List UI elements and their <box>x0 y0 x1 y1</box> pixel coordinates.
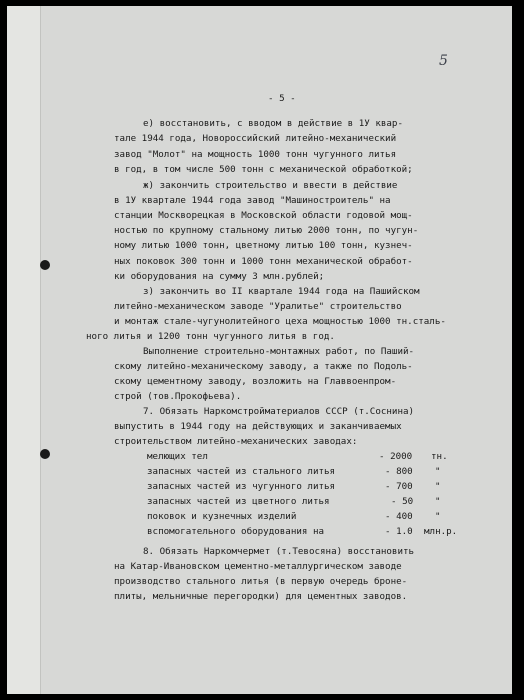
text-line: з) закончить во II квартале 1944 года на Пашийском <box>143 286 420 297</box>
table-row-unit: " <box>435 496 441 507</box>
text-line: завод "Молот" на мощность 1000 тонн чугунного литья <box>114 149 397 160</box>
text-line: ного литья и 1200 тонн чугунного литья в год. <box>86 331 335 342</box>
text-line: тале 1944 года, Новороссийский литейно-механический <box>114 133 397 144</box>
text-line: плиты, мельничные перегородки) для цементных заводов. <box>114 591 408 602</box>
text-line: ностью по крупному стальному литью 2000 тонн, по чугун- <box>114 225 419 236</box>
typed-page-number: - 5 - <box>268 93 296 104</box>
text-line: и монтаж стале-чугунолитейного цеха мощностью 1000 тн.сталь- <box>114 316 446 327</box>
text-line: ных поковок 300 тонн и 1000 тонн механической обработ- <box>114 256 413 267</box>
text-line: станции Москворецкая в Московской области годовой мощ- <box>114 210 413 221</box>
handwritten-page-number: 5 <box>439 53 448 69</box>
text-line: строй (тов.Прокофьева). <box>114 391 242 402</box>
table-row-unit: " <box>435 481 441 492</box>
text-line: литейно-механическом заводе "Уралитье" строительство <box>114 301 402 312</box>
text-line: скому цементному заводу, возложить на Главвоенпром- <box>114 376 397 387</box>
text-line: в год, в том числе 500 тонн с механической обработкой; <box>114 164 413 175</box>
table-row-unit: тн. <box>431 451 448 462</box>
punch-hole <box>40 260 50 270</box>
table-row-value: - 50 <box>391 496 414 507</box>
table-row-item: поковок и кузнечных изделий <box>147 511 297 522</box>
table-row-value: - 700 <box>385 481 413 492</box>
text-line: строительством литейно-механических заводах: <box>114 436 358 447</box>
table-row-value: - 2000 <box>379 451 413 462</box>
text-line: 8. Обязать Наркомчермет (т.Тевосяна) восстановить <box>143 546 415 557</box>
text-line: ному литью 1000 тонн, цветному литью 100 тонн, кузнеч- <box>114 240 413 251</box>
binding-strip <box>7 6 41 694</box>
text-line: в 1У квартале 1944 года завод "Машиностроитель" на <box>114 195 391 206</box>
text-line: скому литейно-механическому заводу, а также по Подоль- <box>114 361 413 372</box>
table-row-value: - 800 <box>385 466 413 477</box>
table-row-item: запасных частей из стального литья <box>147 466 336 477</box>
table-row-value: - 1.0 <box>385 526 413 537</box>
table-row-item: запасных частей из цветного литья <box>147 496 330 507</box>
text-line: Выполнение строительно-монтажных работ, по Паший- <box>143 346 415 357</box>
punch-hole <box>40 449 50 459</box>
table-row-unit: " <box>435 466 441 477</box>
text-line: ки оборудования на сумму 3 млн.рублей; <box>114 271 325 282</box>
text-line: ж) закончить строительство и ввести в действие <box>143 180 398 191</box>
table-row-value: - 400 <box>385 511 413 522</box>
text-line: производство стального литья (в первую очередь броне- <box>114 576 408 587</box>
table-row-item: мелющих тел <box>147 451 208 462</box>
text-line: 7. Обязать Наркомстройматериалов СССР (т.Соснина) <box>143 406 415 417</box>
table-row-unit: " <box>435 511 441 522</box>
table-row-item: вспомогательного оборудования на <box>147 526 325 537</box>
text-line: выпустить в 1944 году на действующих и заканчиваемых <box>114 421 402 432</box>
table-row-unit: млн.р. <box>424 526 458 537</box>
text-line: е) восстановить, с вводом в действие в 1У квар- <box>143 118 403 129</box>
text-line: на Катар-Ивановском цементно-металлургическом заводе <box>114 561 402 572</box>
table-row-item: запасных частей из чугунного литья <box>147 481 336 492</box>
